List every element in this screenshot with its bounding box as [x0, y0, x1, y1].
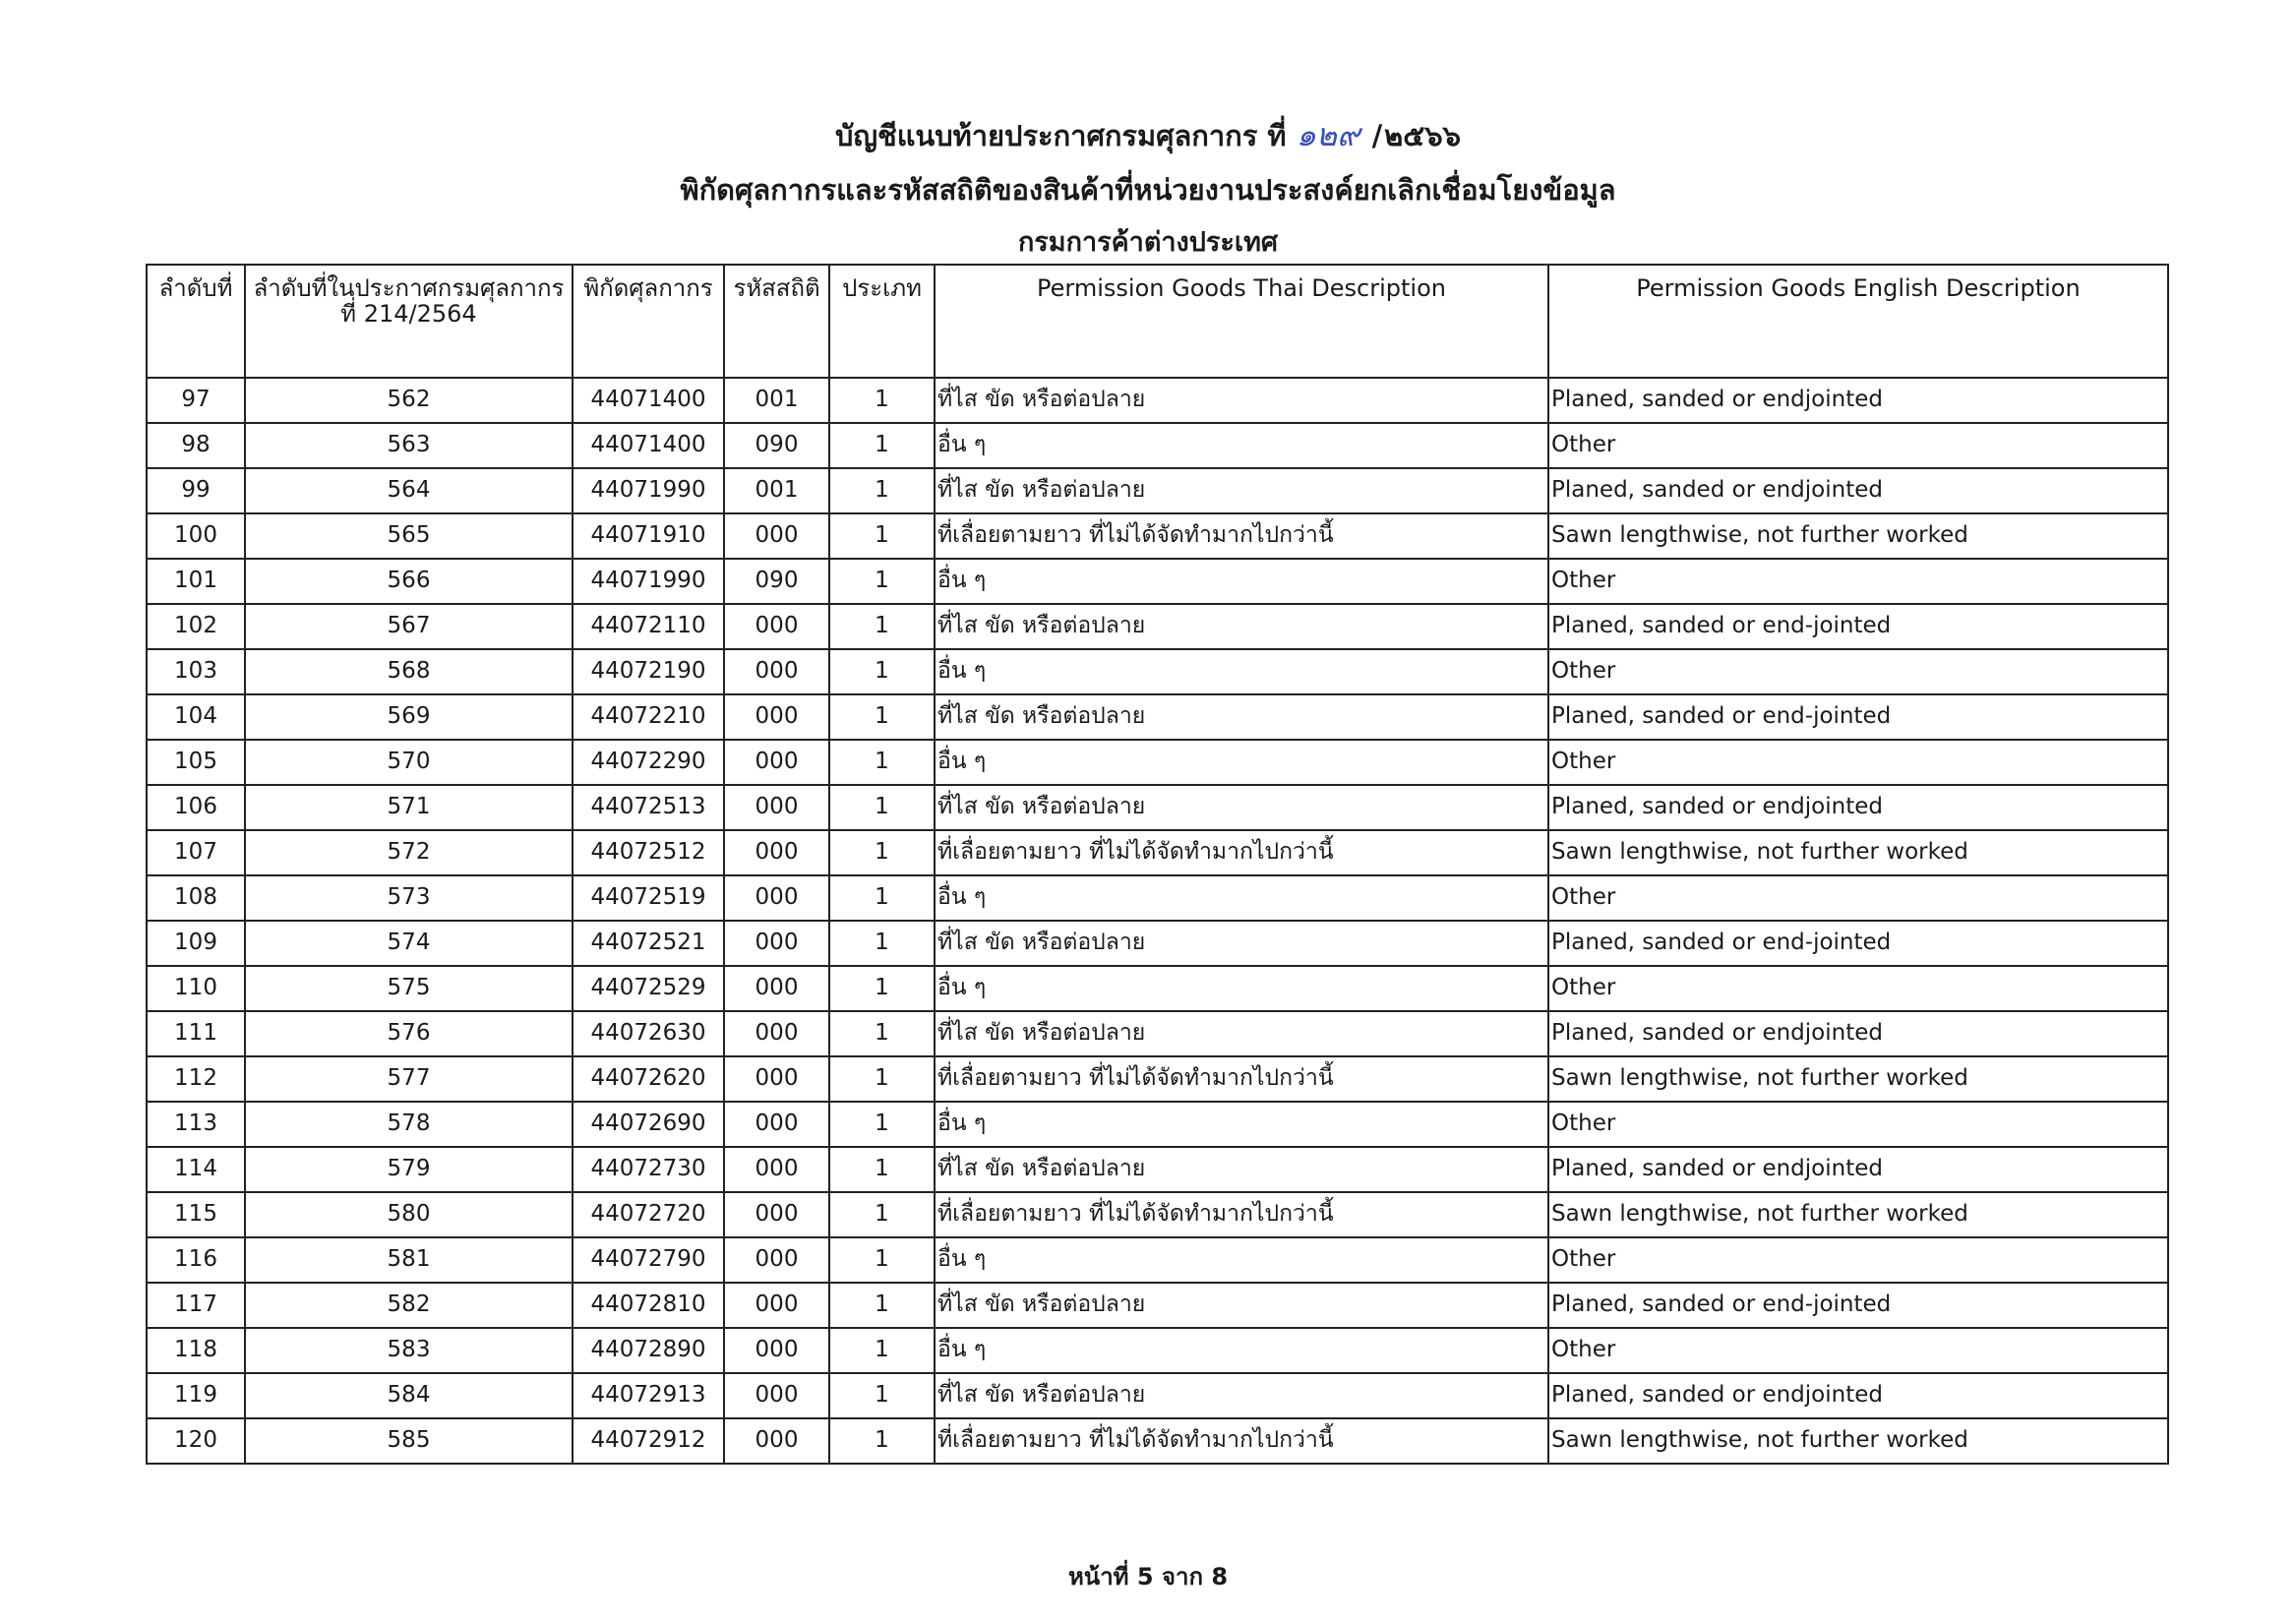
tariff-table: [146, 264, 2169, 1465]
cell-tariff: 44071400: [573, 423, 724, 468]
cell-type: 1: [829, 649, 935, 694]
handwritten-doc-number: ๑๒๙: [1296, 116, 1360, 153]
cell-stat-code: 000: [724, 1418, 829, 1464]
cell-no: 106: [147, 785, 245, 830]
cell-no: 99: [147, 468, 245, 513]
cell-type: 1: [829, 875, 935, 921]
cell-thai-description: ที่ไส ขัด หรือต่อปลาย: [935, 468, 1548, 513]
cell-stat-code: 000: [724, 966, 829, 1011]
cell-english-description: Other: [1548, 966, 2168, 1011]
cell-stat-code: 000: [724, 1056, 829, 1102]
table-row: [147, 1237, 2168, 1283]
cell-tariff: 44072810: [573, 1283, 724, 1328]
cell-no: 117: [147, 1283, 245, 1328]
cell-reference: 576: [245, 1011, 573, 1056]
cell-english-description: Planed, sanded or endjointed: [1548, 1011, 2168, 1056]
col-header-no: ลำดับที่: [147, 265, 245, 378]
cell-reference: 564: [245, 468, 573, 513]
cell-reference: 568: [245, 649, 573, 694]
cell-type: 1: [829, 1373, 935, 1418]
table-row: [147, 1418, 2168, 1464]
cell-type: 1: [829, 559, 935, 604]
cell-reference: 579: [245, 1147, 573, 1192]
cell-reference: 572: [245, 830, 573, 875]
cell-english-description: Other: [1548, 1237, 2168, 1283]
cell-no: 102: [147, 604, 245, 649]
table-row: [147, 378, 2168, 423]
cell-type: 1: [829, 1237, 935, 1283]
cell-thai-description: ที่เลื่อยตามยาว ที่ไม่ได้จัดทำมากไปกว่านี้: [935, 830, 1548, 875]
col-header-tariff: พิกัดศุลกากร: [573, 265, 724, 378]
cell-no: 112: [147, 1056, 245, 1102]
cell-thai-description: อื่น ๆ: [935, 740, 1548, 785]
cell-tariff: 44072519: [573, 875, 724, 921]
cell-no: 101: [147, 559, 245, 604]
cell-no: 108: [147, 875, 245, 921]
cell-reference: 563: [245, 423, 573, 468]
doc-year: ๒๕๖๖: [1384, 119, 1462, 152]
cell-type: 1: [829, 1147, 935, 1192]
cell-thai-description: อื่น ๆ: [935, 423, 1548, 468]
cell-type: 1: [829, 966, 935, 1011]
cell-no: 104: [147, 694, 245, 740]
cell-reference: 578: [245, 1102, 573, 1147]
cell-type: 1: [829, 1283, 935, 1328]
cell-reference: 566: [245, 559, 573, 604]
title-separator: /: [1371, 119, 1383, 152]
cell-type: 1: [829, 1328, 935, 1373]
col-header-type: ประเภท: [829, 265, 935, 378]
cell-thai-description: อื่น ๆ: [935, 875, 1548, 921]
cell-stat-code: 000: [724, 1192, 829, 1237]
cell-type: 1: [829, 830, 935, 875]
col-header-reference: ลำดับที่ในประกาศกรมศุลกากร ที่ 214/2564: [245, 265, 573, 378]
cell-english-description: Sawn lengthwise, not further worked: [1548, 1056, 2168, 1102]
cell-stat-code: 000: [724, 694, 829, 740]
cell-english-description: Sawn lengthwise, not further worked: [1548, 830, 2168, 875]
cell-tariff: 44072290: [573, 740, 724, 785]
table-row: [147, 875, 2168, 921]
cell-thai-description: ที่เลื่อยตามยาว ที่ไม่ได้จัดทำมากไปกว่านี้: [935, 1418, 1548, 1464]
cell-thai-description: ที่ไส ขัด หรือต่อปลาย: [935, 1147, 1548, 1192]
cell-reference: 581: [245, 1237, 573, 1283]
cell-type: 1: [829, 378, 935, 423]
cell-tariff: 44072521: [573, 921, 724, 966]
table-row: [147, 1373, 2168, 1418]
cell-english-description: Other: [1548, 423, 2168, 468]
cell-reference: 582: [245, 1283, 573, 1328]
cell-english-description: Planed, sanded or endjointed: [1548, 785, 2168, 830]
col-header-thai-description: Permission Goods Thai Description: [935, 265, 1548, 378]
cell-stat-code: 001: [724, 468, 829, 513]
cell-stat-code: 000: [724, 921, 829, 966]
cell-english-description: Planed, sanded or endjointed: [1548, 1373, 2168, 1418]
cell-reference: 567: [245, 604, 573, 649]
cell-type: 1: [829, 604, 935, 649]
cell-english-description: Other: [1548, 559, 2168, 604]
cell-thai-description: ที่ไส ขัด หรือต่อปลาย: [935, 378, 1548, 423]
cell-reference: 571: [245, 785, 573, 830]
cell-thai-description: อื่น ๆ: [935, 1328, 1548, 1373]
cell-no: 105: [147, 740, 245, 785]
cell-english-description: Planed, sanded or endjointed: [1548, 378, 2168, 423]
cell-tariff: 44072630: [573, 1011, 724, 1056]
table-row: [147, 604, 2168, 649]
cell-english-description: Other: [1548, 740, 2168, 785]
cell-thai-description: ที่ไส ขัด หรือต่อปลาย: [935, 1011, 1548, 1056]
cell-thai-description: ที่ไส ขัด หรือต่อปลาย: [935, 694, 1548, 740]
cell-type: 1: [829, 694, 935, 740]
cell-stat-code: 000: [724, 1102, 829, 1147]
cell-tariff: 44072513: [573, 785, 724, 830]
cell-thai-description: ที่ไส ขัด หรือต่อปลาย: [935, 604, 1548, 649]
document-subtitle: พิกัดศุลกากรและรหัสสถิติของสินค้าที่หน่วยงานประสงค์ยกเลิกเชื่อมโยงข้อมูล: [680, 173, 1616, 207]
department-name: กรมการค้าต่างประเทศ: [1017, 227, 1279, 258]
cell-stat-code: 090: [724, 423, 829, 468]
cell-english-description: Sawn lengthwise, not further worked: [1548, 1418, 2168, 1464]
cell-thai-description: ที่เลื่อยตามยาว ที่ไม่ได้จัดทำมากไปกว่านี้: [935, 1192, 1548, 1237]
table-row: [147, 1192, 2168, 1237]
cell-type: 1: [829, 1418, 935, 1464]
cell-no: 100: [147, 513, 245, 559]
table-row: [147, 649, 2168, 694]
cell-english-description: Planed, sanded or end-jointed: [1548, 1283, 2168, 1328]
table-row: [147, 1102, 2168, 1147]
cell-stat-code: 000: [724, 1328, 829, 1373]
cell-english-description: Planed, sanded or endjointed: [1548, 1147, 2168, 1192]
cell-tariff: 44072529: [573, 966, 724, 1011]
cell-thai-description: ที่ไส ขัด หรือต่อปลาย: [935, 785, 1548, 830]
cell-english-description: Other: [1548, 649, 2168, 694]
cell-tariff: 44072210: [573, 694, 724, 740]
title-prefix: บัญชีแนบท้ายประกาศกรมศุลกากร ที่: [834, 119, 1287, 152]
cell-tariff: 44072730: [573, 1147, 724, 1192]
cell-tariff: 44072912: [573, 1418, 724, 1464]
cell-reference: 585: [245, 1418, 573, 1464]
cell-no: 114: [147, 1147, 245, 1192]
cell-stat-code: 000: [724, 830, 829, 875]
cell-tariff: 44072110: [573, 604, 724, 649]
cell-thai-description: อื่น ๆ: [935, 1237, 1548, 1283]
cell-tariff: 44072790: [573, 1237, 724, 1283]
cell-english-description: Other: [1548, 875, 2168, 921]
cell-type: 1: [829, 785, 935, 830]
cell-stat-code: 000: [724, 649, 829, 694]
cell-english-description: Other: [1548, 1102, 2168, 1147]
cell-tariff: 44072690: [573, 1102, 724, 1147]
cell-stat-code: 000: [724, 1011, 829, 1056]
cell-tariff: 44071910: [573, 513, 724, 559]
cell-thai-description: อื่น ๆ: [935, 1102, 1548, 1147]
cell-no: 119: [147, 1373, 245, 1418]
table-row: [147, 513, 2168, 559]
table-row: [147, 1011, 2168, 1056]
table-row: [147, 1283, 2168, 1328]
cell-tariff: 44072890: [573, 1328, 724, 1373]
cell-no: 113: [147, 1102, 245, 1147]
col-header-english-description: Permission Goods English Description: [1548, 265, 2168, 378]
cell-type: 1: [829, 1102, 935, 1147]
cell-no: 97: [147, 378, 245, 423]
table-row: [147, 1328, 2168, 1373]
cell-tariff: 44072190: [573, 649, 724, 694]
cell-no: 120: [147, 1418, 245, 1464]
cell-tariff: 44072620: [573, 1056, 724, 1102]
page-number: หน้าที่ 5 จาก 8: [1067, 1563, 1229, 1591]
table-row: [147, 921, 2168, 966]
table-row: [147, 559, 2168, 604]
cell-english-description: Planed, sanded or end-jointed: [1548, 694, 2168, 740]
cell-tariff: 44072512: [573, 830, 724, 875]
cell-stat-code: 000: [724, 604, 829, 649]
cell-reference: 562: [245, 378, 573, 423]
cell-no: 111: [147, 1011, 245, 1056]
cell-reference: 573: [245, 875, 573, 921]
cell-thai-description: อื่น ๆ: [935, 649, 1548, 694]
table-row: [147, 423, 2168, 468]
cell-thai-description: อื่น ๆ: [935, 966, 1548, 1011]
cell-english-description: Planed, sanded or endjointed: [1548, 468, 2168, 513]
cell-reference: 574: [245, 921, 573, 966]
cell-stat-code: 001: [724, 378, 829, 423]
cell-english-description: Sawn lengthwise, not further worked: [1548, 513, 2168, 559]
table-row: [147, 468, 2168, 513]
table-row: [147, 785, 2168, 830]
cell-thai-description: ที่ไส ขัด หรือต่อปลาย: [935, 1283, 1548, 1328]
cell-tariff: 44071400: [573, 378, 724, 423]
cell-reference: 580: [245, 1192, 573, 1237]
cell-stat-code: 000: [724, 1373, 829, 1418]
cell-no: 98: [147, 423, 245, 468]
cell-no: 109: [147, 921, 245, 966]
cell-stat-code: 000: [724, 513, 829, 559]
cell-english-description: Other: [1548, 1328, 2168, 1373]
cell-tariff: 44072720: [573, 1192, 724, 1237]
cell-thai-description: อื่น ๆ: [935, 559, 1548, 604]
cell-stat-code: 000: [724, 1147, 829, 1192]
cell-tariff: 44072913: [573, 1373, 724, 1418]
cell-type: 1: [829, 513, 935, 559]
cell-stat-code: 000: [724, 740, 829, 785]
cell-type: 1: [829, 423, 935, 468]
cell-reference: 565: [245, 513, 573, 559]
cell-type: 1: [829, 1192, 935, 1237]
cell-english-description: Planed, sanded or end-jointed: [1548, 921, 2168, 966]
table-row: [147, 830, 2168, 875]
table-row: [147, 694, 2168, 740]
cell-reference: 577: [245, 1056, 573, 1102]
table-row: [147, 740, 2168, 785]
cell-thai-description: ที่ไส ขัด หรือต่อปลาย: [935, 921, 1548, 966]
table-row: [147, 1147, 2168, 1192]
cell-no: 115: [147, 1192, 245, 1237]
cell-stat-code: 000: [724, 1237, 829, 1283]
cell-stat-code: 000: [724, 1283, 829, 1328]
cell-stat-code: 000: [724, 785, 829, 830]
cell-no: 118: [147, 1328, 245, 1373]
cell-thai-description: ที่เลื่อยตามยาว ที่ไม่ได้จัดทำมากไปกว่านี้: [935, 1056, 1548, 1102]
table-row: [147, 1056, 2168, 1102]
col-header-stat-code: รหัสสถิติ: [724, 265, 829, 378]
document-title: [0, 110, 2296, 160]
cell-thai-description: ที่เลื่อยตามยาว ที่ไม่ได้จัดทำมากไปกว่านี้: [935, 513, 1548, 559]
cell-type: 1: [829, 740, 935, 785]
table-header-row: [147, 265, 2168, 378]
table-row: [147, 966, 2168, 1011]
cell-reference: 569: [245, 694, 573, 740]
cell-reference: 583: [245, 1328, 573, 1373]
cell-reference: 575: [245, 966, 573, 1011]
cell-type: 1: [829, 921, 935, 966]
cell-reference: 584: [245, 1373, 573, 1418]
cell-stat-code: 090: [724, 559, 829, 604]
cell-type: 1: [829, 1011, 935, 1056]
cell-no: 103: [147, 649, 245, 694]
cell-english-description: Sawn lengthwise, not further worked: [1548, 1192, 2168, 1237]
cell-thai-description: ที่ไส ขัด หรือต่อปลาย: [935, 1373, 1548, 1418]
cell-tariff: 44071990: [573, 559, 724, 604]
cell-no: 107: [147, 830, 245, 875]
cell-type: 1: [829, 468, 935, 513]
cell-reference: 570: [245, 740, 573, 785]
cell-no: 110: [147, 966, 245, 1011]
cell-tariff: 44071990: [573, 468, 724, 513]
cell-english-description: Planed, sanded or end-jointed: [1548, 604, 2168, 649]
cell-no: 116: [147, 1237, 245, 1283]
cell-type: 1: [829, 1056, 935, 1102]
cell-stat-code: 000: [724, 875, 829, 921]
